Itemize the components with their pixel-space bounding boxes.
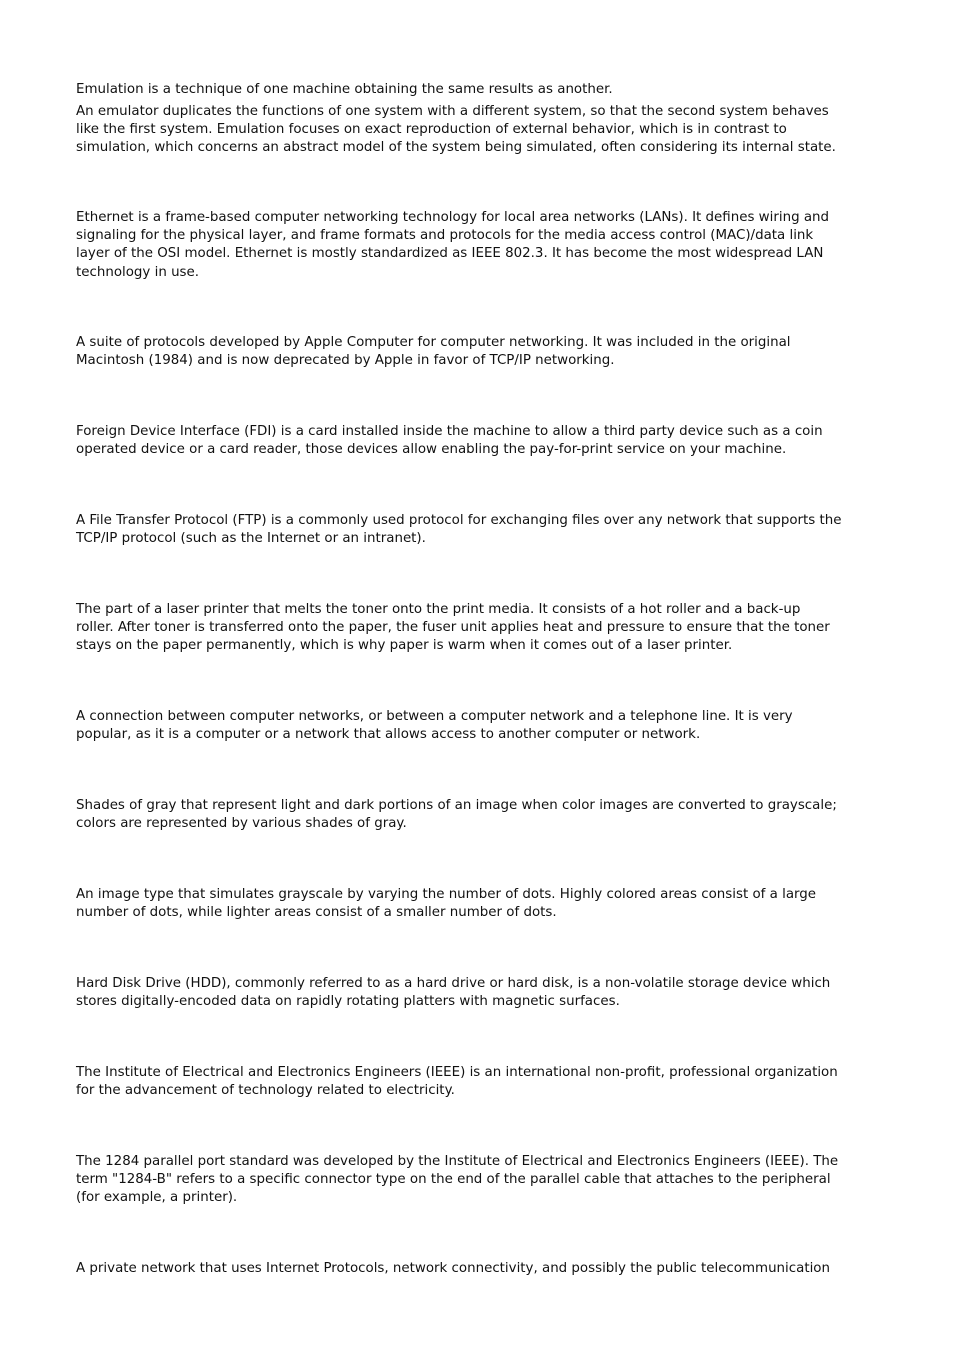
definition-intranet [76, 1260, 928, 1278]
definition-emulation [76, 103, 928, 158]
text-line: signaling for the physical layer, and frame formats and protocols for the media access control (MAC)/data link [76, 228, 814, 244]
text-line: layer of the OSI model. Ethernet is mostly standardized as IEEE 802.3. It has become the most widespread LAN [76, 246, 824, 262]
text-line: Foreign Device Interface (FDI) is a card installed inside the machine to allow a third party device such as a coin [76, 424, 823, 439]
text-line: Ethernet is a frame-based computer networking technology for local area networks (LANs). It defines wiring and [76, 210, 830, 225]
text-line: roller. After toner is transferred onto the paper, the fuser unit applies heat and pressure to ensure that the toner [76, 620, 830, 636]
text-line: stores digitally-encoded data on rapidly rotating platters with magnetic surfaces. [76, 994, 620, 1010]
text-line: simulation, which concerns an abstract model of the system being simulated, often considering its internal state. [76, 140, 836, 156]
definition-halftone [76, 886, 928, 922]
definition-ieee [76, 1064, 928, 1100]
text-line: stays on the paper permanently, which is why paper is warm when it comes out of a laser printer. [76, 638, 733, 654]
text-line: TCP/IP protocol (such as the Internet or an intranet). [76, 531, 426, 547]
text-line: Shades of gray that represent light and dark portions of an image when color images are converted to grayscale; [76, 798, 837, 813]
text-line: A private network that uses Internet Protocols, network connectivity, and possibly the public telecommunication [76, 1261, 830, 1276]
definition-hdd [76, 975, 928, 1011]
text-line: colors are represented by various shades of gray. [76, 816, 407, 832]
text-line: Emulation is a technique of one machine obtaining the same results as another. [76, 82, 613, 97]
definition-ftp [76, 512, 928, 548]
definition-fdi [76, 423, 928, 459]
definition-emulation-intro [76, 81, 928, 99]
text-line: like the first system. Emulation focuses on exact reproduction of external behavior, which is in contrast to [76, 122, 787, 138]
text-line: technology in use. [76, 264, 200, 280]
text-line: A File Transfer Protocol (FTP) is a commonly used protocol for exchanging files over any network that supports the [76, 513, 842, 528]
text-line: popular, as it is a computer or a network that allows access to another computer or network. [76, 727, 701, 743]
text-line: The 1284 parallel port standard was developed by the Institute of Electrical and Electronics Engineers (IEEE). The [76, 1154, 839, 1169]
text-line: The part of a laser printer that melts the toner onto the print media. It consists of a hot roller and a back-up [76, 602, 801, 617]
text-line: An emulator duplicates the functions of one system with a different system, so that the second system behaves [76, 104, 829, 119]
text-line: Macintosh (1984) and is now deprecated by Apple in favor of TCP/IP networking. [76, 353, 615, 369]
text-line: An image type that simulates grayscale by varying the number of dots. Highly colored areas consist of a large [76, 887, 817, 902]
definition-gateway [76, 708, 928, 744]
text-line: for the advancement of technology related to electricity. [76, 1083, 455, 1099]
text-line: A suite of protocols developed by Apple Computer for computer networking. It was included in the original [76, 335, 791, 350]
text-line: term "1284-B" refers to a specific connector type on the end of the parallel cable that attaches to the peripheral [76, 1172, 831, 1188]
definition-grayscale [76, 797, 928, 833]
definition-fuser-unit [76, 601, 928, 656]
definition-ethertalk [76, 334, 928, 370]
definition-ethernet [76, 209, 928, 282]
text-line: A connection between computer networks, or between a computer network and a telephone line. It is very [76, 709, 793, 724]
text-line: (for example, a printer). [76, 1190, 238, 1206]
text-line: The Institute of Electrical and Electronics Engineers (IEEE) is an international non-profit, professional organization [76, 1065, 838, 1080]
definition-ieee-1284 [76, 1153, 928, 1208]
text-line: Hard Disk Drive (HDD), commonly referred to as a hard drive or hard disk, is a non-volatile storage device which [76, 976, 831, 991]
text-line: operated device or a card reader, those devices allow enabling the pay-for-print service on your machine. [76, 442, 787, 458]
text-line: number of dots, while lighter areas consist of a smaller number of dots. [76, 905, 557, 921]
